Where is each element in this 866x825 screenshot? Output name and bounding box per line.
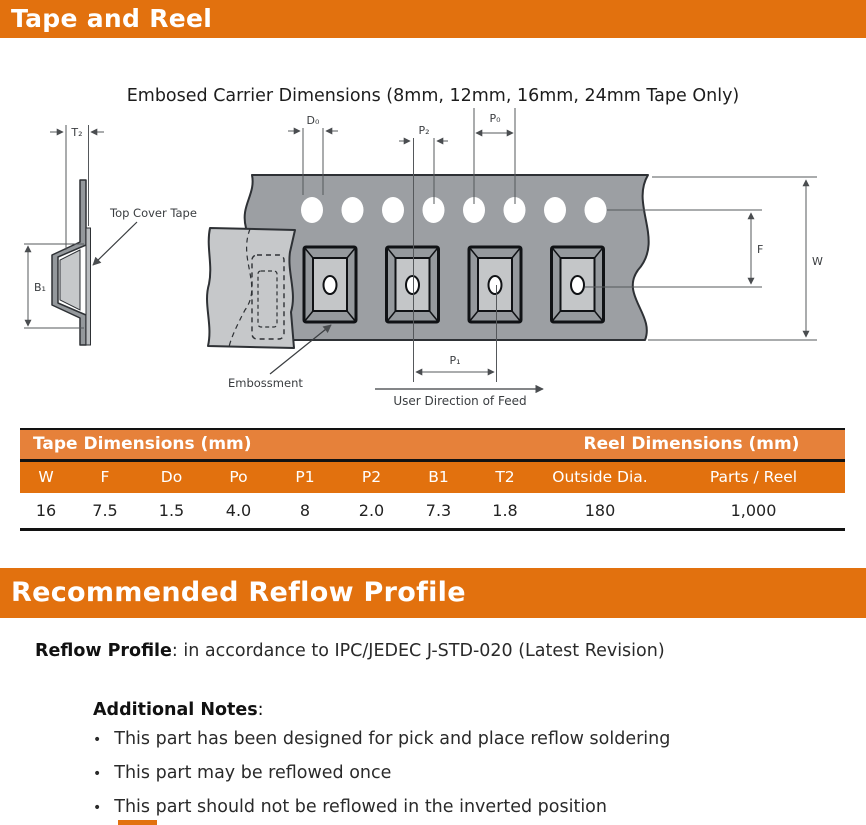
feed-direction-label: User Direction of Feed [393,394,527,408]
col-header-p2: P2 [361,468,382,486]
dim-label-f: F [757,243,764,256]
col-header-outside-dia: Outside Dia. [552,468,648,486]
section-header-reflow-profile: Recommended Reflow Profile [0,568,866,618]
additional-notes-title: Additional Notes: [93,700,264,720]
bullet-icon: • [93,800,102,816]
bullet-icon: • [93,732,102,748]
note-item [93,763,670,785]
dim-label-t2: T₂ [71,126,83,139]
embossment-label: Embossment [228,376,303,390]
col-header-po: Po [229,468,248,486]
value-w: 16 [35,501,57,520]
col-header-w: W [38,468,54,486]
dimensions-table [20,428,845,531]
top-cover-tape-strip [86,228,91,345]
section-header-tape-and-reel: Tape and Reel [0,0,866,38]
pocket [552,247,604,322]
tape-side-profile [52,180,91,345]
value-do: 1.5 [158,501,185,520]
note-text: This part may be reflowed once [114,763,392,783]
reflow-profile-rest: : in accordance to IPC/JEDEC J-STD-020 (Latest Revision) [171,641,665,661]
table-group-header-row [20,430,845,462]
dim-label-p1: P₁ [449,354,461,367]
col-header-t2: T2 [495,468,515,486]
note-item [93,729,670,751]
pocket [304,247,356,322]
value-p1: 8 [299,501,311,520]
dim-t2 [50,125,104,250]
col-header-p1: P1 [295,468,315,486]
note-text: This part should not be reflowed in the inverted position [114,797,607,817]
pocket [469,247,521,322]
dim-label-w: W [812,255,823,268]
group-header-reel-dimensions: Reel Dimensions (mm) [583,434,800,454]
value-po: 4.0 [225,501,252,520]
top-cover-tape-leader [93,222,137,265]
additional-notes [93,700,670,825]
note-text: This part has been designed for pick and place reflow soldering [114,729,671,749]
value-b1: 7.3 [425,501,452,520]
col-header-f: F [100,468,110,486]
tape-carrier-diagram [0,100,866,415]
dim-label-d0: D₀ [306,114,320,127]
value-f: 7.5 [92,501,118,520]
top-cover-tape-label: Top Cover Tape [110,206,197,220]
cut-off-next-section-band [118,820,157,825]
value-parts-reel: 1,000 [730,501,777,520]
note-item [93,797,670,819]
reflow-profile-lead: Reflow Profile [35,641,172,661]
pocket [387,247,439,322]
bullet-icon: • [93,766,102,782]
dim-label-p2: P₂ [418,124,430,137]
group-header-tape-dimensions: Tape Dimensions (mm) [33,434,252,454]
col-header-do: Do [160,468,183,486]
value-p2: 2.0 [358,501,385,520]
dim-label-b1: B₁ [34,281,46,294]
reflow-profile-statement [35,641,665,661]
table-value-row [20,493,845,531]
col-header-parts-reel: Parts / Reel [709,468,798,486]
tape-section-view [207,228,295,348]
col-header-b1: B1 [428,468,449,486]
value-t2: 1.8 [492,501,518,520]
dim-label-p0: P₀ [489,112,501,125]
diagram-caption: Embosed Carrier Dimensions (8mm, 12mm, 16mm, 24mm Tape Only) [126,86,740,106]
table-column-header-row [20,462,845,493]
dim-w [648,177,817,340]
value-outside-dia: 180 [584,501,616,520]
